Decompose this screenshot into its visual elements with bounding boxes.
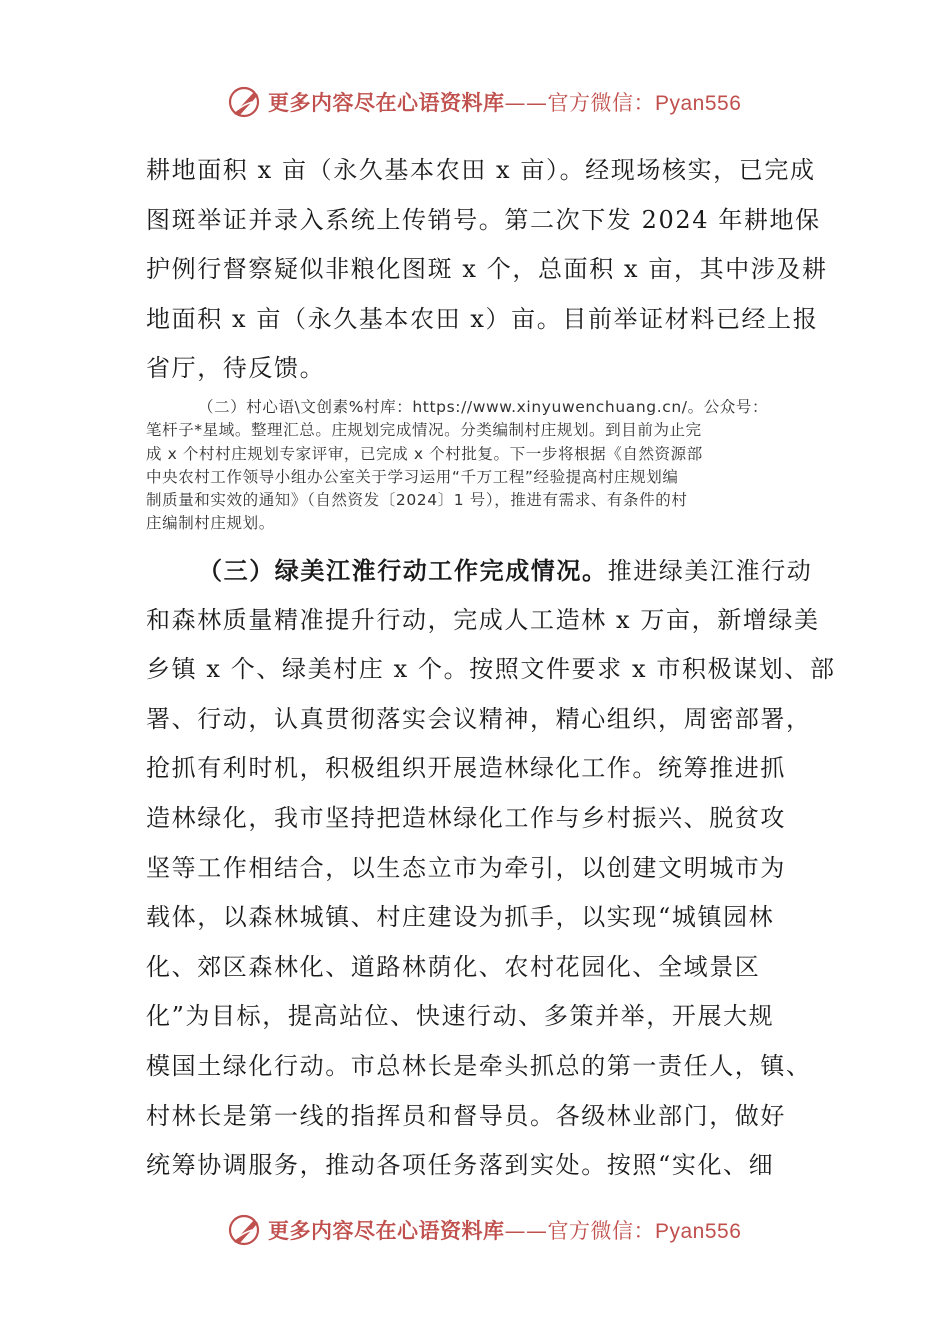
text-line: 化”为目标，提高站位、快速行动、多策并举，开展大规 [146, 1002, 775, 1031]
footer-banner [228, 1210, 741, 1250]
text-line: 抢抓有利时机，积极组织开展造林绿化工作。统筹推进抓 [146, 754, 786, 783]
text-line: 耕地面积 x 亩（永久基本农田 x 亩）。经现场核实，已完成 [146, 156, 816, 184]
text-line: 统筹协调服务，推动各项任务落到实处。按照“实化、细 [146, 1151, 775, 1180]
text-line: 制质量和实效的通知》（自然资发〔2024〕1 号），推进有需求、有条件的村 [146, 491, 688, 510]
text-line: 模国土绿化行动。市总林长是牵头抓总的第一责任人，镇、 [146, 1051, 812, 1080]
pen-logo-icon [228, 1212, 264, 1248]
text-line: 成 x 个村村庄规划专家评审，已完成 x 个村批复。下一步将根据《自然资源部 [146, 444, 703, 463]
paragraph-green-action [146, 546, 836, 1191]
text-line: 乡镇 x 个、绿美村庄 x 个。按照文件要求 x 市积极谋划、部 [146, 655, 836, 684]
paragraph-village-planning [146, 396, 810, 536]
paragraph-continuation [146, 146, 828, 394]
header-banner-text: 更多内容尽在心语资料库——官方微信：Pyan556 [268, 90, 742, 115]
text-line: （二）村心语\文创素%村库：https://www.xinyuwenchuang.cn/。公众号： [198, 398, 769, 416]
text-line: 中央农村工作领导小组办公室关于学习运用“千万工程”经验提高村庄规划编 [146, 467, 679, 486]
header-banner [228, 82, 741, 122]
footer-banner-text: 更多内容尽在心语资料库——官方微信：Pyan556 [268, 1218, 742, 1243]
section-heading: （三）绿美江淮行动工作完成情况。 [198, 556, 608, 585]
text-line: 庄编制村庄规划。 [146, 514, 275, 533]
pen-logo-icon [228, 84, 264, 120]
text-line: 图斑举证并录入系统上传销号。第二次下发 2024 年耕地保 [146, 205, 821, 234]
text-line: 村林长是第一线的指挥员和督导员。各级林业部门，做好 [146, 1101, 786, 1130]
text-line: 笔杆子*星域。整理汇总。庄规划完成情况。分类编制村庄规划。到目前为止完 [146, 421, 702, 440]
text-line: 化、郊区森林化、道路林荫化、农村花园化、全域景区 [146, 952, 761, 981]
text-line: 和森林质量精准提升行动，完成人工造林 x 万亩，新增绿美 [146, 605, 820, 634]
text-line: 护例行督察疑似非粮化图斑 x 个，总面积 x 亩，其中涉及耕 [146, 255, 828, 284]
text-line: 造林绿化，我市坚持把造林绿化工作与乡村振兴、脱贫攻 [146, 803, 786, 832]
text-line: 省厅，待反馈。 [146, 354, 326, 383]
text-line: 地面积 x 亩（永久基本农田 x）亩。目前举证材料已经上报 [146, 304, 819, 333]
text-line: 载体，以森林城镇、村庄建设为抓手，以实现“城镇园林 [146, 903, 775, 932]
text-line: 坚等工作相结合，以生态立市为牵引，以创建文明城市为 [146, 853, 786, 882]
text-line: （三）绿美江淮行动工作完成情况。推进绿美江淮行动 [198, 556, 813, 585]
text-line: 署、行动，认真贯彻落实会议精神，精心组织，周密部署， [146, 704, 812, 733]
